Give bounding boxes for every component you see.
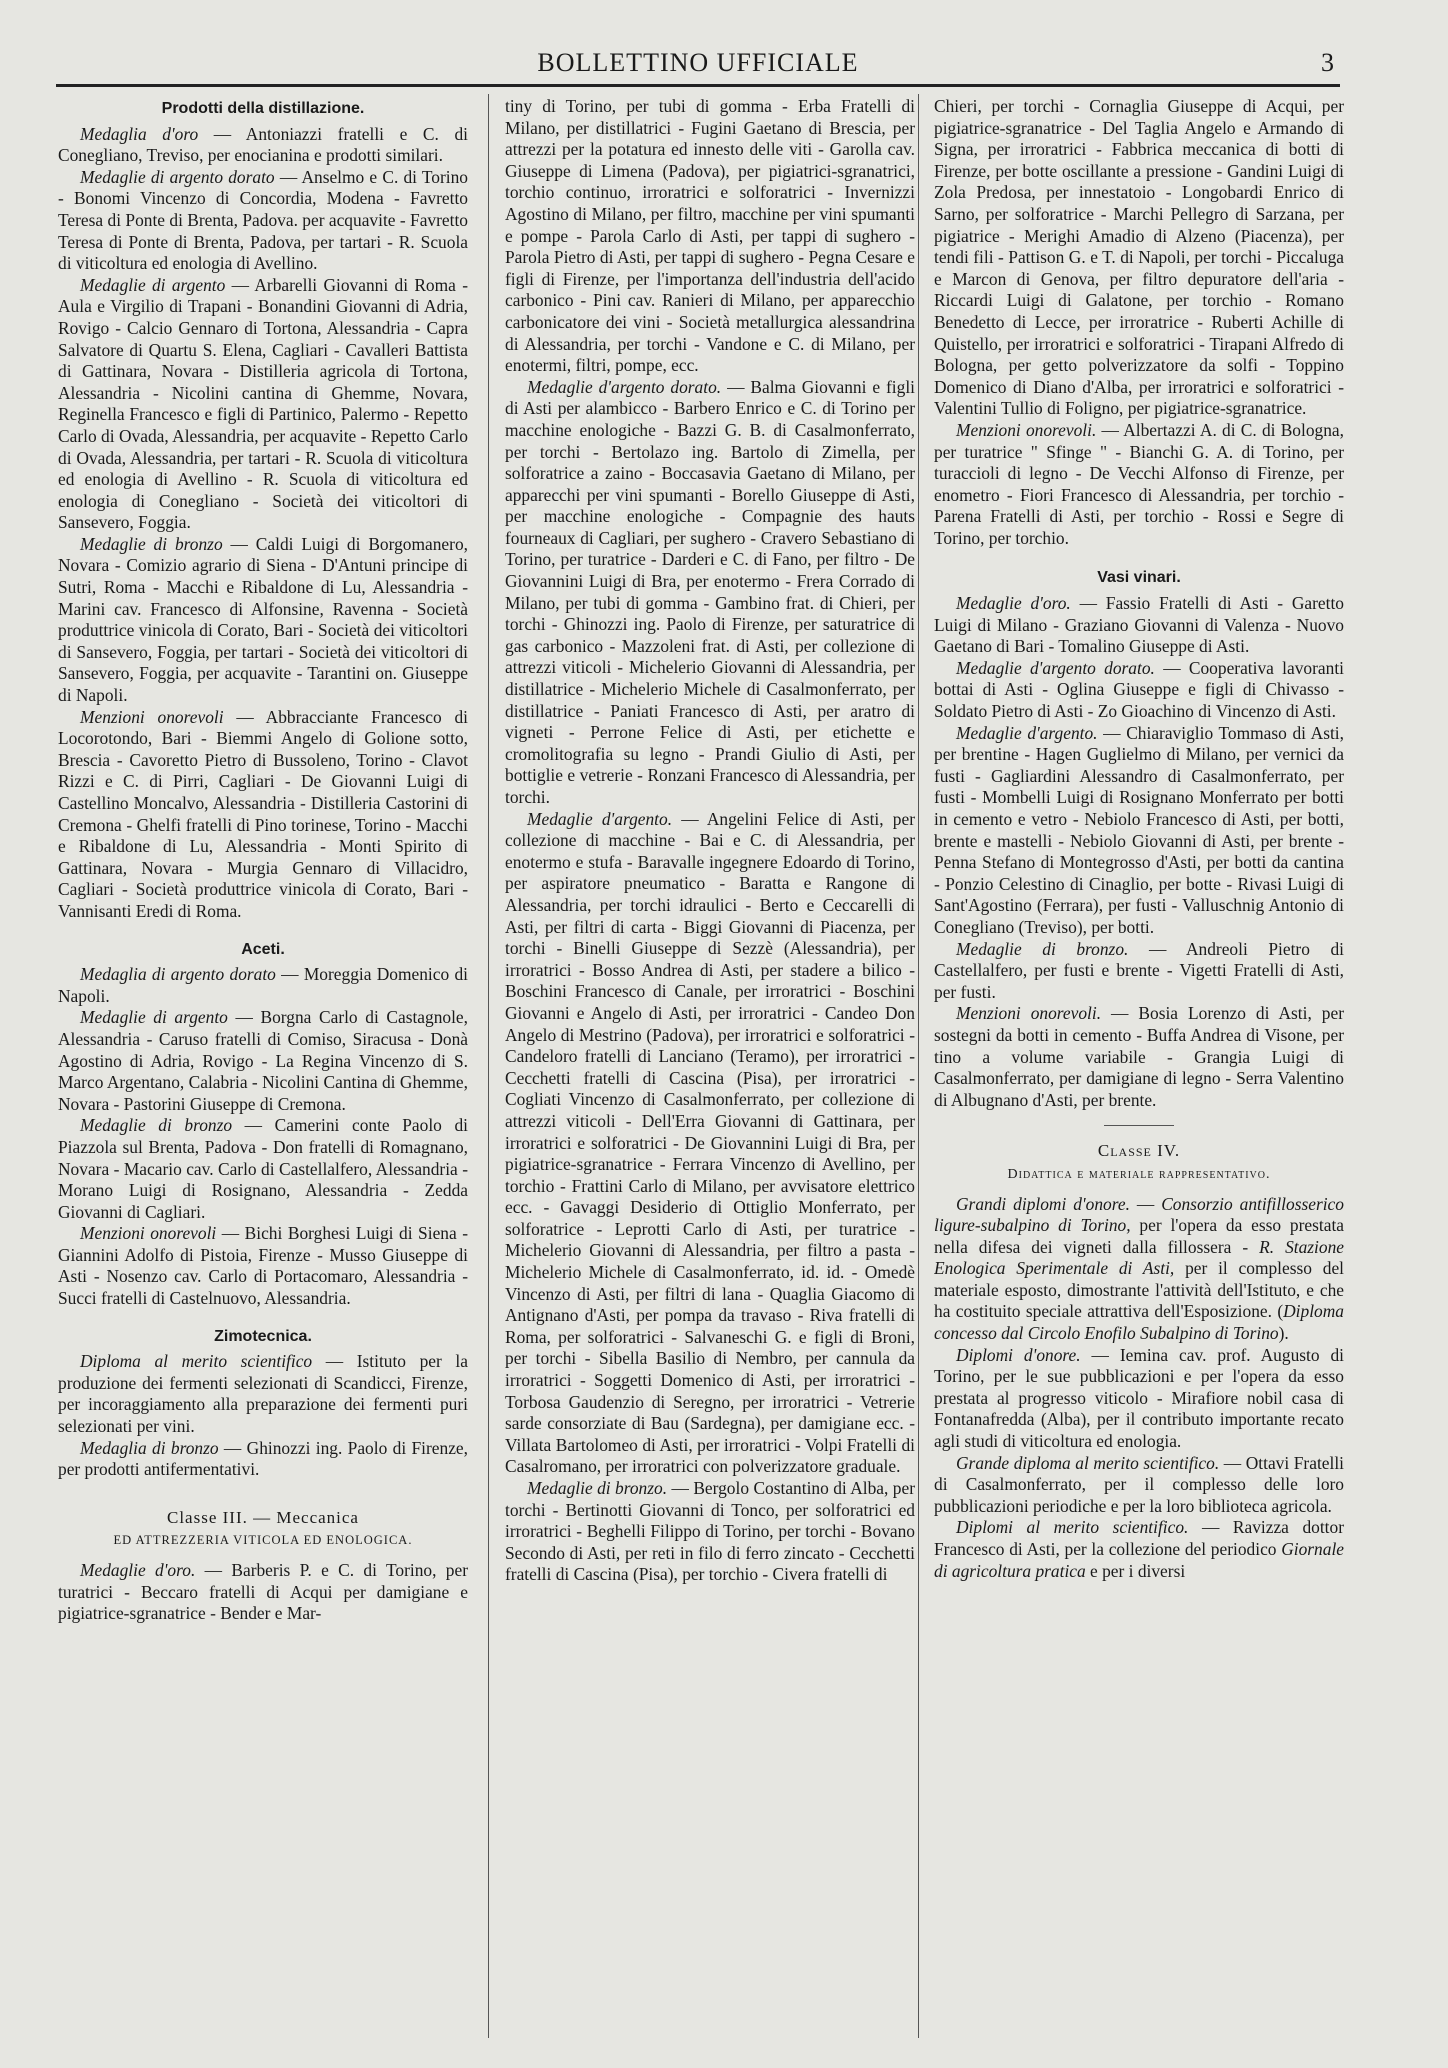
award-label: Medaglia di bronzo	[80, 1437, 219, 1458]
award-label: Diploma al merito scientifico	[80, 1351, 313, 1372]
paragraph	[934, 658, 1344, 723]
section-heading-aceti: Aceti.	[241, 940, 285, 958]
paragraph-text: — Antoniazzi fratelli e C. di Conegliano, Treviso, per enocianina e prodotti similari.	[58, 123, 468, 166]
award-label: Medaglie di bronzo	[80, 533, 223, 554]
paragraph-text: tiny di Torino, per tubi di gomma - Erba Fratelli di Milano, per distillatrici - Fugini Gaetano di Brescia, per attrezzi per la potatura ed innesto delle viti - Garolla cav. Giuseppe di Limena (Padova), per pigiatrici-sgranatrici, torchio continuo, irroratrici e solforatrici - Invernizzi Agostino di Milano, per filtro, macchine per vini spumanti e pompe - Parola Carlo di Asti, per tappi di sughero - Parola Pietro di Asti, per tappi di sughero - Pegna Cesare e figli di Firenze, per l'importanza dell'industria dell'acido carbonico - Pini cav. Ranieri di Milano, per apparecchio carbonicatore dei vini - Società metallurgica alessandrina di Alessandria, per torchi - Vandone e C. di Milano, per enotermi, filtri, pompe, ecc.	[505, 96, 915, 376]
paragraph-text: per il complesso del materiale esposto, dimostrante l'attività dell'Istituto, e che ha costituito speciale attrattiva dell'Esposizione. (	[934, 1258, 1344, 1322]
paragraph	[934, 593, 1344, 658]
paragraph	[58, 275, 468, 534]
section-heading-zimotecnica: Zimotecnica.	[214, 1327, 312, 1345]
paragraph	[58, 1115, 468, 1223]
paragraph	[58, 1223, 468, 1309]
paragraph	[58, 124, 468, 167]
paragraph	[934, 96, 1344, 420]
award-label: Menzioni onorevoli	[80, 706, 224, 727]
paragraph-text: — Istituto per la produzione dei fermenti selezionati di Scandicci, Firenze, per incoraggiamento alla preparazione dei fermenti puri selezionati per vini.	[58, 1351, 468, 1437]
paragraph	[505, 809, 915, 1478]
column-1	[58, 96, 468, 2036]
column-3	[934, 96, 1344, 2036]
paragraph	[58, 534, 468, 707]
paragraph	[934, 723, 1344, 939]
paragraph-text: — Bosia Lorenzo di Asti, per sostegni da botti in cemento - Buffa Andrea di Visone, per tino a volume variabile - Grangia Luigi di Casalmonferrato, per damigiane di legno - Serra Valentino di Albugnano d'Asti, per brente.	[934, 1003, 1344, 1110]
paragraph	[58, 1560, 468, 1625]
award-label: Medaglie d'oro.	[80, 1560, 196, 1580]
column-2	[505, 96, 915, 2036]
paragraph-text: — Borgna Carlo di Castagnole, Alessandria - Caruso fratelli di Comiso, Siracusa - Donà Agostino di Adria, Rovigo - La Regina Vincenzo di S. Marco Argentano, Calabria - Nicolini Cantina di Ghemme, Novara - Pastorini Giuseppe di Cremona.	[58, 1007, 468, 1114]
award-label: Medaglie di bronzo.	[527, 1478, 668, 1498]
award-label: Medaglie di bronzo	[80, 1115, 233, 1136]
paragraph-text: — Fassio Fratelli di Asti - Garetto Luigi di Milano - Graziano Giovanni di Valenza - Nuovo Gaetano di Bari - Tomalino Giuseppe di Asti.	[934, 593, 1344, 657]
award-label: Grandi diplomi d'onore.	[956, 1193, 1130, 1214]
award-label: Medaglie d'argento dorato.	[956, 657, 1155, 678]
paragraph-text: — Ottavi Fratelli di Casalmonferrato, per il complesso delle loro pubblicazioni periodiche e per la loro biblioteca agricola.	[934, 1452, 1344, 1516]
periodical-title: Giornale di agricoltura pratica	[934, 1539, 1344, 1581]
paragraph-text: — Chiaraviglio Tommaso di Asti, per brentine - Hagen Guglielmo di Milano, per vernici da fusti - Gagliardini Alessandro di Casalmonferrato, per fusti - Mombelli Luigi di Rosignano Monferrato per botti in cemento e vetro - Nebiolo Francesco di Asti, per botti, brente e mastelli - Nebiolo Giovanni di Asti, per brente - Penna Stefano di Montegrosso d'Asti, per botti da cantina - Ponzio Celestino di Cinaglio, per botte - Rivasi Luigi di Sant'Agostino (Ferrara), per fusti - Valluschnig Antonio di Conegliano (Treviso), per botti.	[934, 722, 1344, 937]
header-rule	[56, 84, 1340, 87]
column-divider-2	[918, 94, 919, 2038]
separator-rule	[1104, 1125, 1174, 1126]
classe-subheading: ED ATTREZZERIA VITICOLA ED ENOLOGICA.	[113, 1533, 413, 1548]
classe-subheading: Didattica e materiale rappresentativo.	[1007, 1166, 1271, 1182]
paragraph-text: — Angelini Felice di Asti, per collezione di macchine - Bai e C. di Alessandria, per enotermo e stufa - Baravalle ingegnere Edoardo di Torino, per aspiratore pneumatico - Baratta e Rangone di Alessandria, per torchi idraulici - Berto e Ceccarelli di Asti, per filtri di carta - Biggi Giovanni di Piacenza, per torchi - Binelli Giuseppe di Sezzè (Alessandria), per irroratrici - Bosso Andrea di Asti, per stadere a bilico - Boschini Francesco di Canale, per irroratrici - Boschini Giovanni e Angelo di Asti, per irroratrici - Candeo Don Angelo di Mestrino (Padova), per irroratrici e solforatrici - Candeloro fratelli di Lanciano (Teramo), per irroratrici - Cecchetti fratelli di Cascina (Pisa), per irroratrici - Cogliati Vincenzo di Casalmonferrato, per collezione di attrezzi viticoli - Dell'Erra Giovanni di Gattinara, per irroratrici e solforatrici - De Giovannini Luigi di Bra, per pigiatrice-sgranatrice - Ferrara Vincenzo di Avellino, per torchio - Frattini Carlo di Milano, per avvisatore elettrico ecc. - Gavaggi Desiderio di Ottiglio Monferrato, per solforatrice - Leprotti Carlo di Asti, per turatrice - Michelerio Giovanni di Alessandria, per filtro a pasta - Michelerio Michele di Casalmonferrato, id. id. - Omedè Vincenzo di Asti, per filtri di lana - Quaglia Giacomo di Antignano d'Asti, per pompa da travaso - Riva fratelli di Roma, per solforatrici - Salvaneschi G. e figli di Broni, per torchi - Sibella Basilio di Nembro, per cannula da irroratrici - Soggetti Domenico di Asti, per irroratrici - Torbosa Gaudenzio di Seregno, per irroratrici - Vetrerie sarde consorziate di Bau (Sardegna), per damigiane ecc. - Villata Bartolomeo di Asti, per irroratrici - Volpi Fratelli di Casalromano, per irroratrici con polverizzatore graduale.	[505, 808, 915, 1477]
paragraph-text: — Arbarelli Giovanni di Roma - Aula e Virgilio di Trapani - Bonandini Giovanni di Adria, Rovigo - Calcio Gennaro di Tortona, Alessandria - Capra Salvatore di Quartu S. Elena, Cagliari - Cavalleri Battista di Gattinara, Novara - Distilleria agricola di Tortona, Alessandria - Nicolini cantina di Ghemme, Novara, Reginella Francesco e figli di Partinico, Palermo - Repetto Carlo di Ovada, Alessandria, per acquavite - Repetto Carlo di Ovada, Alessandria, per tartari - R. Scuola di viticoltura ed enologia di Avellino - R. Scuola di viticoltura ed enologia di Conegliano - Società dei viticoltori di Sansevero, Foggia.	[58, 274, 468, 533]
paragraph	[58, 964, 468, 1007]
paragraph-text: — Ghinozzi ing. Paolo di Firenze, per prodotti antifermentativi.	[58, 1437, 468, 1480]
paragraph	[58, 167, 468, 275]
page-number: 3	[1321, 48, 1334, 77]
section-heading-distillazione: Prodotti della distillazione.	[161, 100, 365, 117]
paragraph-text: — Abbracciante Francesco di Locorotondo, Bari - Biemmi Angelo di Golione sotto, Brescia - Cavoretto Pietro di Bussoleno, Torino - Clavot Rizzi e C. di Pirri, Cagliari - De Giovanni Luigi di Castellino Moncalvo, Alessandria - Distilleria Castorini di Cremona - Ghelfi fratelli di Pino torinese, Torino - Macchi e Ribaldone di Lu, Alessandria - Monti Spirito di Gattinara, Novara - Murgia Gennaro di Villacidro, Cagliari - Società produttrice vinicola di Corato, Bari - Vannisanti Eredi di Roma.	[58, 706, 468, 921]
classe-heading: Classe III. — Meccanica	[167, 1507, 359, 1527]
paragraph-text: — Anselmo e C. di Torino - Bonomi Vincenzo di Concordia, Modena - Favretto Teresa di Ponte di Brenta, Padova. per acquavite - Favretto Teresa di Ponte di Brenta, Padova, per tartari - R. Scuola di viticoltura ed enologia di Avellino.	[58, 166, 468, 274]
award-label: Medaglie d'oro.	[956, 593, 1071, 614]
paragraph	[58, 1007, 468, 1115]
column-divider-1	[488, 94, 489, 2038]
paragraph	[934, 420, 1344, 550]
paragraph	[934, 1003, 1344, 1111]
award-label: Medaglia d'oro	[80, 123, 199, 144]
paragraph-text: per l'opera da esso prestata nella difesa dei vigneti dalla fillossera -	[934, 1215, 1344, 1257]
paragraph-text: — Albertazzi A. di C. di Bologna, per turatrice " Sfinge " - Bianchi G. A. di Torino, per turaccioli di legno - De Vecchi Alfonso di Firenze, per enometro - Fiori Francesco di Alessandria, per torchio - Parena Fratelli di Asti, per torchio - Rossi e Segre di Torino, per torchio.	[934, 419, 1344, 548]
institution-name: Consorzio antifillosserico ligure-subalpino di Torino,	[934, 1193, 1344, 1236]
award-label: Medaglie di argento	[80, 1007, 228, 1028]
award-label: Medaglie d'argento.	[956, 722, 1098, 743]
award-label: Diplomi al merito scientifico.	[956, 1517, 1189, 1538]
paragraph	[934, 1517, 1344, 1582]
paragraph-text: e per i diversi	[1085, 1560, 1186, 1581]
header-title: BOLLETTINO UFFICIALE	[537, 48, 859, 77]
award-label: Medaglia di argento dorato	[80, 964, 276, 985]
note-italic: Diploma concesso dal Circolo Enofilo Subalpino di Torino	[934, 1301, 1344, 1344]
paragraph-text: — Bichi Borghesi Luigi di Siena - Giannini Adolfo di Pistoia, Firenze - Musso Giuseppe di Asti - Nosenzo cav. Carlo di Portacomaro, Alessandria - Succi fratelli di Castelnuovo, Alessandria.	[58, 1223, 468, 1309]
paragraph-text: —	[1129, 1193, 1162, 1214]
paragraph-text: — Iemina cav. prof. Augusto di Torino, per le sue pubblicazioni e per l'opera da esso prestata al progresso viticolo - Mirafiore nobil casa di Fontanafredda (Alba), per il contributo importante recato agli studi di viticoltura ed enologia.	[934, 1344, 1344, 1452]
award-label: Medaglie di argento dorato	[80, 166, 275, 187]
paragraph	[505, 377, 915, 809]
paragraph	[505, 1478, 915, 1586]
paragraph-text: — Ravizza dottor Francesco di Asti, per la collezione del periodico	[934, 1517, 1344, 1559]
paragraph-text: — Barberis P. e C. di Torino, per turatrici - Beccaro fratelli di Acqui per damigiane e pigiatrice-sgranatrice - Bender e Mar-	[58, 1560, 468, 1624]
award-label: Grande diploma al merito scientifico.	[956, 1452, 1220, 1473]
paragraph-text: — Camerini conte Paolo di Piazzola sul Brenta, Padova - Don fratelli di Romagnano, Novara - Macario cav. Carlo di Castellalfero, Alessandria - Morano Luigi di Rosignano, Alessandria - Zedda Giovanni di Cagliari.	[58, 1115, 468, 1222]
award-label: Menzioni onorevoli	[80, 1223, 217, 1244]
institution-name: R. Stazione Enologica Sperimentale di Asti,	[934, 1236, 1344, 1279]
award-label: Medaglie di bronzo.	[956, 938, 1129, 959]
paragraph	[934, 1194, 1344, 1345]
award-label: Medaglie di argento	[80, 274, 226, 295]
paragraph	[58, 1351, 468, 1437]
award-label: Menzioni onorevoli.	[956, 1003, 1102, 1024]
paragraph-text: — Andreoli Pietro di Castellalfero, per fusti e brente - Vigetti Fratelli di Asti, per fusti.	[934, 938, 1344, 1002]
section-heading-vasi: Vasi vinari.	[1097, 569, 1181, 587]
paragraph	[58, 1438, 468, 1481]
paragraph-text: — Caldi Luigi di Borgomanero, Novara - Comizio agrario di Siena - D'Antuni principe di Sutri, Roma - Macchi e Ribaldone di Lu, Alessandria - Marini cav. Francesco di Alfonsine, Ravenna - Società produttrice vinicola di Corato, Bari - Società dei viticoltori di Sansevero, Foggia, per tartari - Società dei viticoltori di Sansevero, Foggia, per acquavite - Tarantini on. Giuseppe di Napoli.	[58, 533, 468, 706]
award-label: Menzioni onorevoli.	[956, 419, 1097, 440]
paragraph	[58, 707, 468, 923]
paragraph-text: Chieri, per torchi - Cornaglia Giuseppe di Acqui, per pigiatrice-sgranatrice - Del Taglia Angelo e Armando di Signa, per irroratrici - Fabbrica meccanica di botti di Firenze, per botte oscillante a pressione - Gandini Luigi di Zola Predosa, per innestatoio - Longobardi Enrico di Sarno, per solforatrice - Marchi Pellegro di Sarzana, per pigiatrice - Merighi Amadio di Alzeno (Piacenza), per tendi fili - Pattison G. e T. di Napoli, per torchi - Piccaluga e Marcon di Genova, per filtro depuratore dell'aria - Riccardi Luigi di Galatone, per torchio - Romano Benedetto di Lecce, per irroratrice - Ruberti Achille di Quistello, per irroratrici e solforatrici - Tirapani Alfredo di Bologna, per getto polverizzatore da solfi - Toppino Domenico di Diano d'Alba, per irroratrici e solforatrici - Valentini Tullio di Foligno, per pigiatrice-sgranatrice.	[934, 96, 1344, 419]
award-label: Diplomi d'onore.	[956, 1344, 1081, 1365]
paragraph-text: — Cooperativa lavoranti bottai di Asti - Oglina Giuseppe e figli di Chivasso - Soldato Pietro di Asti - Zo Gioachino di Vincenzo di Asti.	[934, 657, 1344, 722]
award-label: Medaglie d'argento dorato.	[527, 376, 722, 397]
paragraph	[505, 96, 915, 377]
classe-heading: Classe IV.	[1097, 1141, 1181, 1161]
paragraph-text: ).	[1278, 1323, 1289, 1344]
paragraph	[934, 939, 1344, 1004]
paragraph-text: — Moreggia Domenico di Napoli.	[58, 964, 468, 1006]
paragraph	[934, 1345, 1344, 1453]
page-header	[56, 46, 1340, 82]
paragraph-text: — Bergolo Costantino di Alba, per torchi - Bertinotti Giovanni di Tonco, per solforatrici ed irroratrici - Beghelli Filippo di Torino, per torchi - Bovano Secondo di Asti, per reti in filo di ferro zincato - Cecchetti fratelli di Cascina (Pisa), per torchio - Civera fratelli di	[505, 1478, 915, 1585]
paragraph	[934, 1453, 1344, 1518]
award-label: Medaglie d'argento.	[527, 808, 673, 829]
paragraph-text: — Balma Giovanni e figli di Asti per alambicco - Barbero Enrico e C. di Torino per macchine enologiche - Bazzi G. B. di Casalmonferrato, per torchi - Bertolazo ing. Bartolo di Zimella, per solforatrice a zaino - Boccasavia Gaetano di Milano, per apparecchi per vini spumanti - Borello Giuseppe di Asti, per macchine enologiche - Compagnie des hauts fourneaux di Cagliari, per sughero - Cravero Sebastiano di Torino, per turatrice - Darderi e C. di Fano, per filtro - De Giovannini Luigi di Bra, per enotermo - Frera Corrado di Milano, per tubi di gomma - Gambino frat. di Chieri, per torchi - Ghinozzi ing. Paolo di Firenze, per saturatrice di gas carbonico - Mazzoleni frat. di Asti, per collezione di attrezzi viticoli - Michelerio Giovanni di Alessandria, per distillatrice - Michelerio Michele di Casalmonferrato, per distillatrice - Paniati Francesco di Asti, per aratro di vigneti - Perrone Felice di Asti, per etichette e cromolitografia su legno - Prandi Giulio di Asti, per bottiglie e vetrerie - Ronzani Francesco di Alessandria, per torchi.	[505, 376, 915, 807]
